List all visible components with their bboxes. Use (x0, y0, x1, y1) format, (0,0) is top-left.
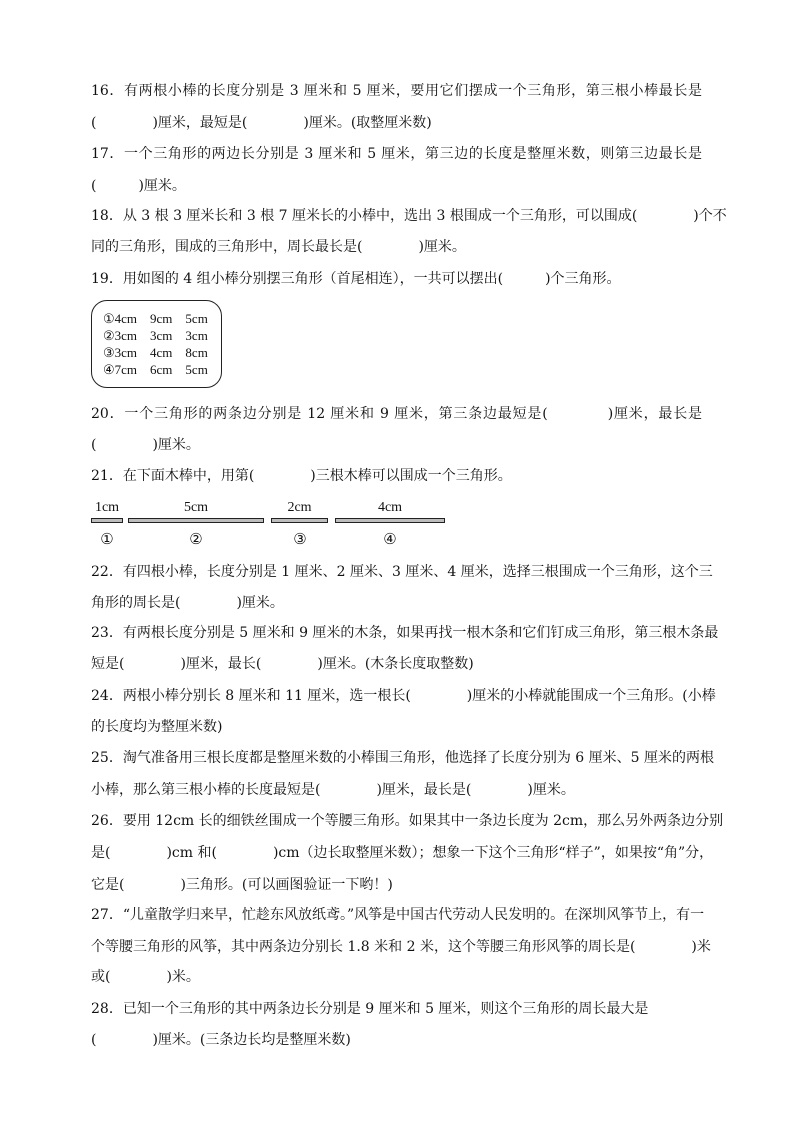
q19-group-4: ④7cm 6cm 5cm (103, 362, 208, 377)
q26-line-3: 它是( )三角形。(可以画图验证一下哟！) (91, 877, 393, 893)
q18-line-1: 18．从 3 根 3 厘米长和 3 根 7 厘米长的小棒中，选出 3 根围成一个三角形，可以围成( )个不 (91, 208, 727, 224)
stick-1-label: 1cm (94, 500, 120, 515)
stick-3-label: 2cm (287, 500, 312, 515)
stick-4-label: 4cm (377, 500, 403, 515)
q28-line-2: ( )厘米。(三条边长均是整厘米数) (91, 1032, 351, 1048)
stick-2-bar (128, 518, 264, 523)
q24-line-1: 24．两根小棒分别长 8 厘米和 11 厘米，选一根长( )厘米的小棒就能围成一个三角形。(小棒 (91, 688, 716, 704)
q26-line-2: 是( )cm 和( )cm（边长取整厘米数）；想象一下这个三角形“样子”，如果按“角”分， (91, 845, 714, 861)
q25-line-1: 25．淘气准备用三根长度都是整厘米数的小棒围三角形，他选择了长度分别为 6 厘米、5 厘米的两根 (91, 750, 714, 766)
q19-group-1: ①4cm 9cm 5cm (103, 311, 208, 326)
q19-group-2: ②3cm 3cm 3cm (103, 328, 208, 343)
q20-line-1: 20．一个三角形的两条边分别是 12 厘米和 9 厘米，第三条边最短是( )厘米，最长是 (91, 406, 702, 422)
q26-line-1: 26．要用 12cm 长的细铁丝围成一个等腰三角形。如果其中一条边长度为 2cm，那么另外两条边分别 (91, 813, 724, 829)
stick-3-number: ③ (293, 530, 307, 548)
stick-3-bar (271, 518, 328, 523)
q19-line-1: 19．用如图的 4 组小棒分别摆三角形（首尾相连），一共可以摆出( )个三角形。 (91, 271, 621, 287)
q18-line-2: 同的三角形，围成的三角形中，周长最长是( )厘米。 (91, 239, 466, 255)
q21-line-1: 21．在下面木棒中，用第( )三根木棒可以围成一个三角形。 (91, 468, 512, 484)
q23-line-1: 23．有两根长度分别是 5 厘米和 9 厘米的木条，如果再找一根木条和它们钉成三角形，第三根木条最 (91, 625, 719, 641)
q22-line-1: 22．有四根小棒，长度分别是 1 厘米、2 厘米、3 厘米、4 厘米，选择三根围成一个三角形，这个三 (91, 564, 713, 580)
stick-4-bar (335, 518, 445, 523)
q25-line-2: 小棒，那么第三根小棒的长度最短是( )厘米，最长是( )厘米。 (91, 782, 575, 798)
q20-line-2: ( )厘米。 (91, 437, 200, 453)
q17-line-2: ( )厘米。 (91, 178, 186, 194)
stick-2-number: ② (189, 530, 203, 548)
q24-line-2: 的长度均为整厘米数) (91, 719, 223, 735)
stick-1-number: ① (100, 530, 114, 548)
q16-line-1: 16．有两根小棒的长度分别是 3 厘米和 5 厘米，要用它们摆成一个三角形，第三根小棒最长是 (91, 83, 702, 99)
q19-stick-groups-box (91, 300, 222, 388)
q28-line-1: 28．已知一个三角形的其中两条边长分别是 9 厘米和 5 厘米，则这个三角形的周长最大是 (91, 1001, 649, 1017)
stick-2-label: 5cm (183, 500, 209, 515)
stick-4-number: ④ (383, 530, 397, 548)
q27-line-2: 个等腰三角形的风筝，其中两条边分别长 1.8 米和 2 米，这个等腰三角形风筝的周长是( )米 (91, 939, 711, 955)
q27-line-3: 或( )米。 (91, 969, 200, 985)
q17-line-1: 17．一个三角形的两边长分别是 3 厘米和 5 厘米，第三边的长度是整厘米数，则第三边最长是 (91, 146, 702, 162)
q16-line-2: ( )厘米，最短是( )厘米。(取整厘米数) (91, 115, 432, 131)
q27-line-1: 27．“儿童散学归来早，忙趁东风放纸鸢。”风筝是中国古代劳动人民发明的。在深圳风筝节上，有一 (91, 907, 705, 923)
q23-line-2: 短是( )厘米，最长( )厘米。(木条长度取整数) (91, 656, 474, 672)
stick-1-bar (91, 518, 123, 523)
q22-line-2: 角形的周长是( )厘米。 (91, 595, 284, 611)
q19-group-3: ③3cm 4cm 8cm (103, 345, 208, 360)
